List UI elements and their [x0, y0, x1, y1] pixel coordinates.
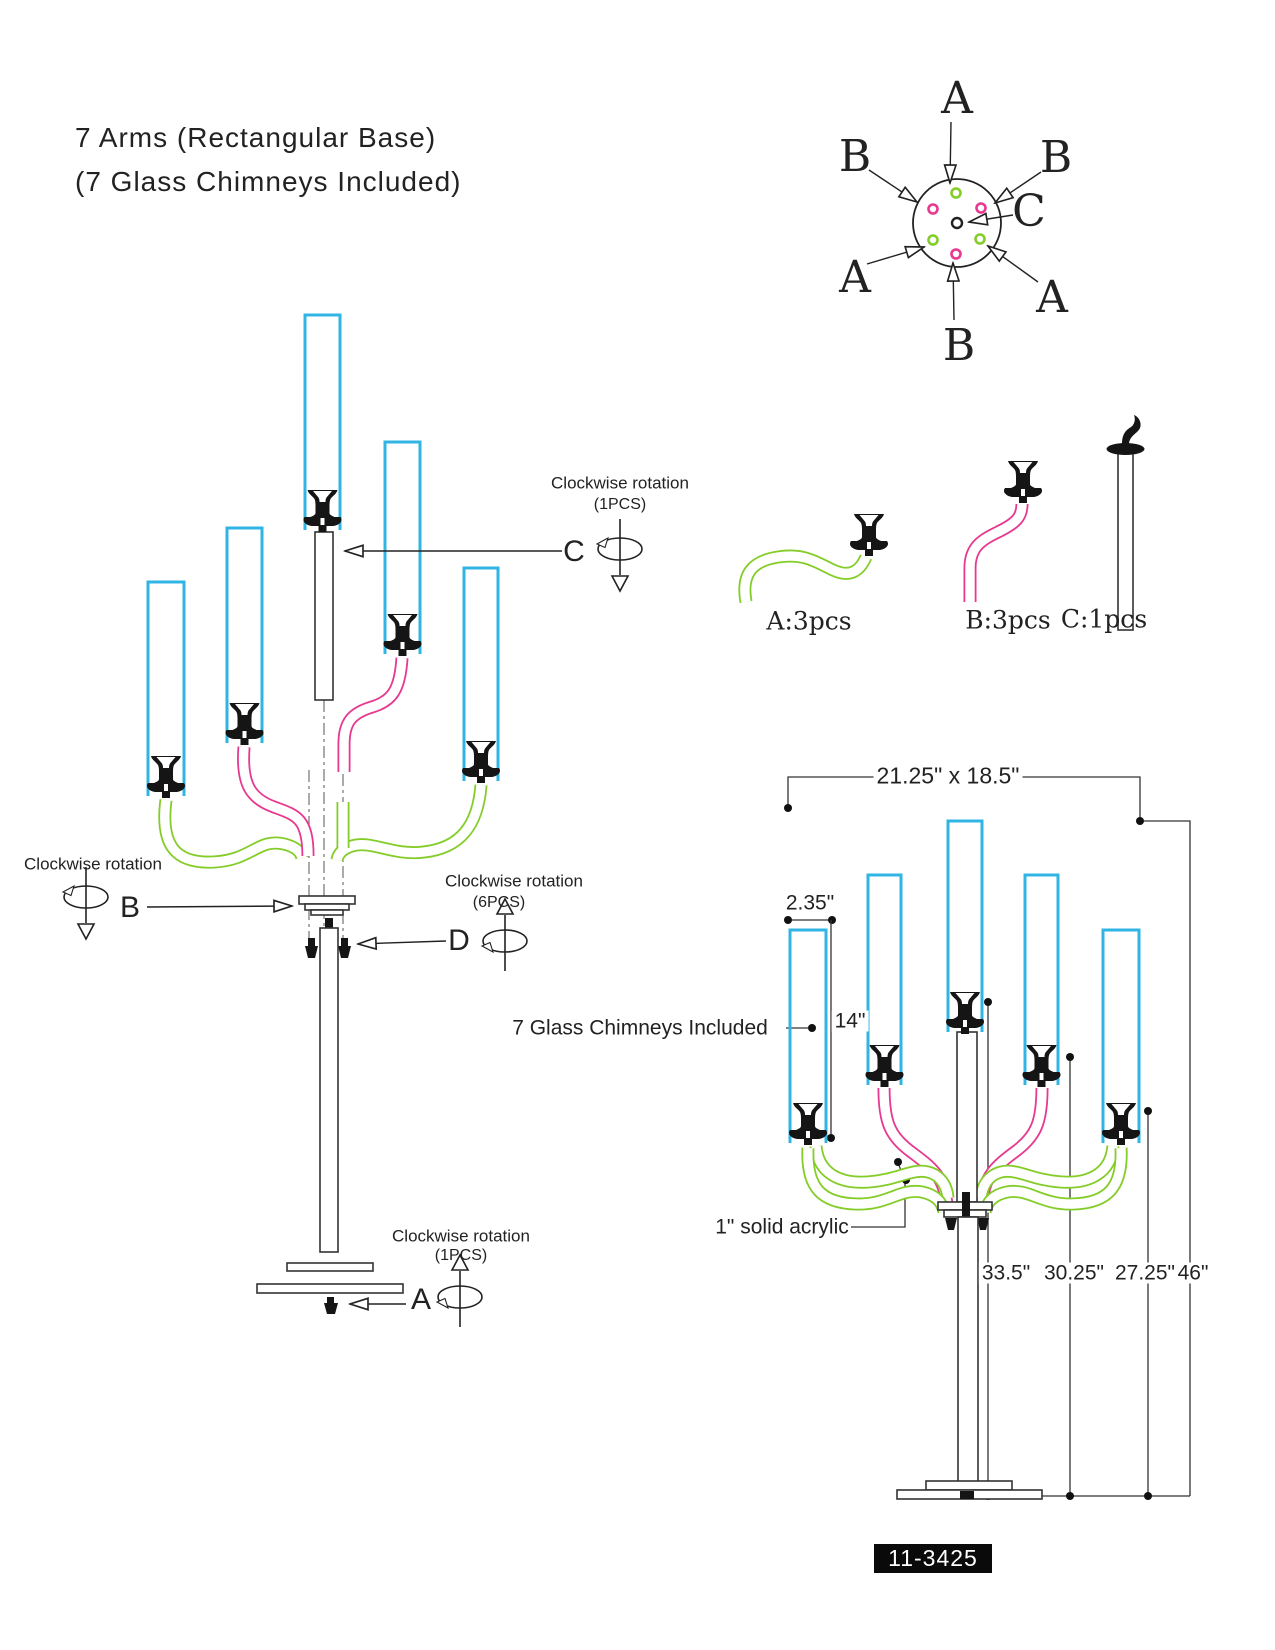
callout-b-text: Clockwise rotation	[24, 854, 162, 874]
arrow-b-callout	[147, 906, 292, 907]
hub-ring	[299, 896, 355, 915]
screw	[338, 938, 351, 958]
hole-b-upper-left	[929, 205, 938, 214]
callout-b-letter: B	[119, 891, 141, 924]
dim-top-width: 21.25" x 18.5"	[874, 765, 1023, 788]
part-a-label: A:3pcs	[766, 606, 852, 636]
orient-label-c-right: C	[1012, 186, 1046, 237]
part-b-label: B:3pcs	[965, 605, 1051, 635]
arrow-d-callout	[358, 941, 446, 944]
hole-b-bottom	[952, 250, 961, 259]
candle-cup-icon	[1004, 461, 1042, 503]
callout-a-letter: A	[410, 1283, 432, 1316]
candle-cup-icon	[383, 614, 421, 656]
center-rod-c	[315, 532, 333, 700]
hole-b-upper-right	[977, 204, 986, 213]
main-pole	[958, 1217, 978, 1482]
hole-a-lower-right	[976, 235, 985, 244]
arrow-a-top	[950, 122, 951, 183]
arrow-a-lower-left	[867, 247, 924, 264]
orient-label-b-bottom: B	[942, 320, 976, 371]
callout-a-pcs: (1PCS)	[434, 1247, 488, 1264]
note-chimneys-included: 7 Glass Chimneys Included	[512, 1016, 768, 1040]
note-solid-acrylic: 1" solid acrylic	[715, 1215, 849, 1239]
assembled-view	[784, 777, 1190, 1500]
part-a-green-arm	[745, 514, 888, 602]
arrow-b-bottom	[953, 263, 954, 320]
candle-cup-icon	[789, 1103, 827, 1145]
dim-total-height: 46"	[1175, 1263, 1212, 1284]
candle-cup-icon	[303, 490, 341, 532]
candle-cup-icon	[462, 741, 500, 783]
base-screw	[960, 1491, 974, 1499]
dim-mid-height: 30.25"	[1041, 1263, 1107, 1284]
dim-chimney-width: 2.35"	[783, 893, 837, 914]
base-screw	[324, 1297, 338, 1314]
model-number-badge: 11-3425	[874, 1544, 992, 1573]
candle-cup-icon	[865, 1045, 903, 1087]
rotation-icon-b	[63, 867, 108, 939]
arrow-a-lower-right	[988, 246, 1038, 282]
parts-list	[745, 415, 1148, 634]
candle-cup-icon	[850, 514, 888, 556]
center-candle-pole	[957, 1032, 977, 1202]
candle-cup-icon	[225, 703, 263, 745]
part-c-label: C:1pcs	[1060, 604, 1148, 634]
page-title-line1: 7 Arms (Rectangular Base)	[75, 122, 437, 153]
candle-cup-icon	[1022, 1045, 1060, 1087]
hole-a-lower-left	[929, 236, 938, 245]
candle-cup-icon	[946, 992, 984, 1034]
callout-d-pcs: (6PCS)	[472, 894, 526, 911]
callout-a-text: Clockwise rotation	[392, 1226, 530, 1246]
arrow-c-center	[969, 215, 1013, 222]
hole-a-top	[952, 189, 961, 198]
callout-c-pcs: (1PCS)	[593, 496, 647, 513]
base-plate-small	[287, 1263, 373, 1271]
dim-chimney-height: 14"	[832, 1011, 869, 1032]
dim-center-height: 33.5"	[979, 1263, 1033, 1284]
callout-c-text: Clockwise rotation	[551, 473, 689, 493]
screw	[305, 938, 318, 958]
orient-label-b-upper-right: B	[1039, 132, 1073, 183]
center-hole	[952, 218, 962, 228]
rotation-icon-a	[437, 1255, 482, 1327]
orient-label-b-upper-left: B	[838, 131, 872, 182]
candle-cup-icon	[1102, 1103, 1140, 1145]
center-pole	[320, 928, 338, 1252]
exploded-view	[63, 315, 642, 1327]
orient-label-a-lower-left: A	[839, 252, 871, 303]
page-title-line2: (7 Glass Chimneys Included)	[75, 166, 462, 197]
part-b-pink-arm	[970, 461, 1042, 602]
dim-outer-height: 27.25"	[1112, 1263, 1178, 1284]
part-c-rod	[1107, 415, 1145, 630]
orient-label-a-lower-right: A	[1036, 272, 1068, 323]
callout-d-text: Clockwise rotation	[445, 871, 583, 891]
arrow-b-upper-left	[869, 170, 917, 202]
base-plate-small	[926, 1481, 1012, 1490]
callout-c-letter: C	[563, 535, 585, 568]
orient-label-a-top: A	[941, 73, 973, 124]
candle-cup-icon	[147, 756, 185, 798]
callout-d-letter: D	[448, 924, 470, 957]
rotation-icon-c	[597, 519, 642, 591]
base-plate-large	[257, 1284, 403, 1293]
